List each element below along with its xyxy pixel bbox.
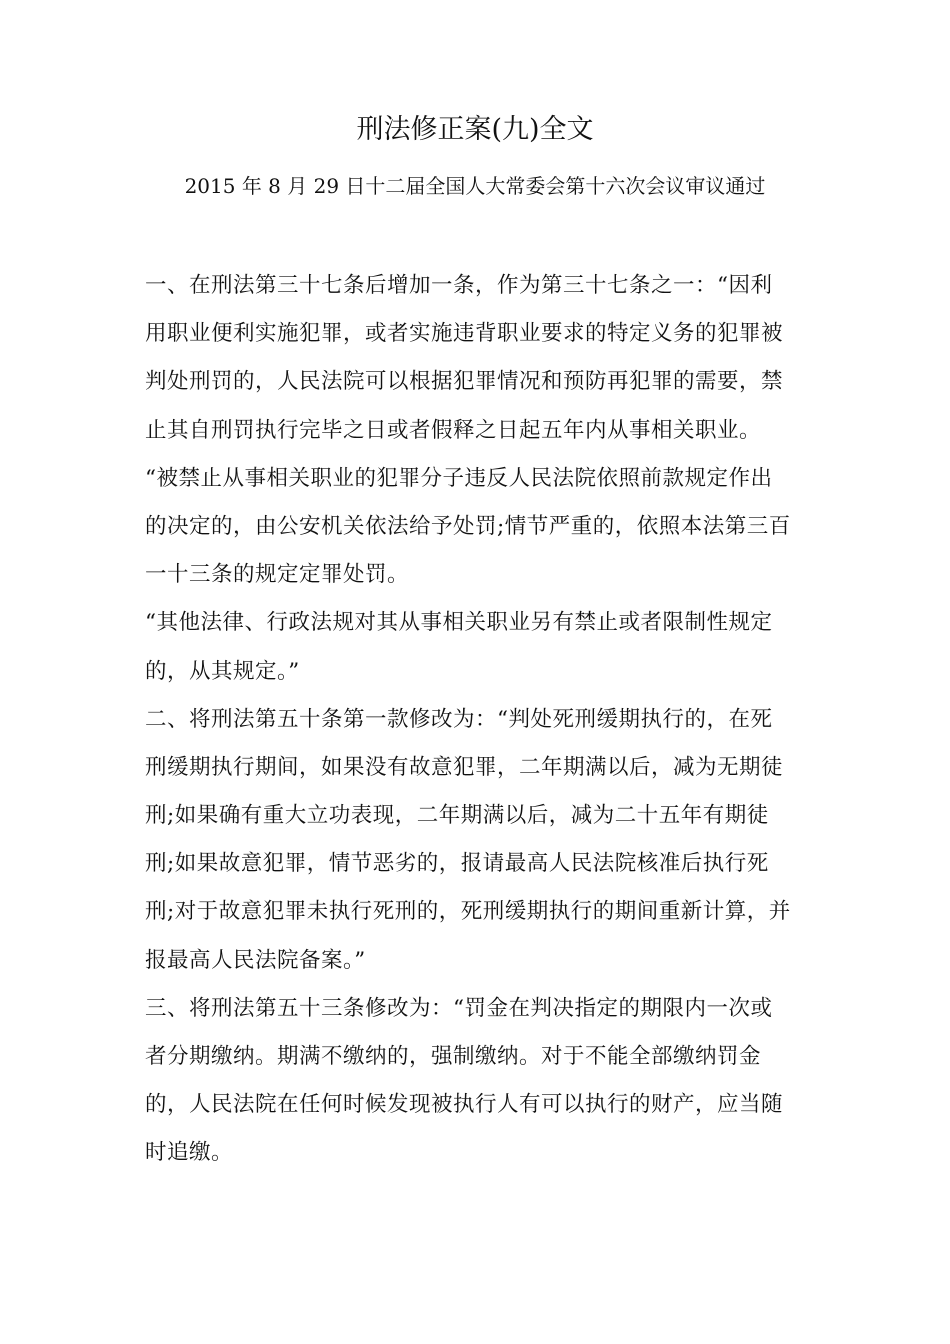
text-line: 刑;如果故意犯罪，情节恶劣的，报请最高人民法院核准后执行死 — [145, 851, 769, 877]
text-line: 二、将刑法第五十条第一款修改为：“判处死刑缓期执行的，在死 — [145, 706, 773, 732]
text-line: 的，从其规定。” — [145, 658, 300, 684]
text-line: 时追缴。 — [145, 1140, 234, 1166]
text-line: 一十三条的规定定罪处罚。 — [145, 562, 410, 588]
text-line: 者分期缴纳。期满不缴纳的，强制缴纳。对于不能全部缴纳罚金 — [145, 1044, 762, 1069]
text-line: “其他法律、行政法规对其从事相关职业另有禁止或者限制性规定 — [145, 610, 773, 636]
text-line: 三、将刑法第五十三条修改为：“罚金在判决指定的期限内一次或 — [145, 995, 773, 1021]
text-line: 止其自刑罚执行完毕之日或者假释之日起五年内从事相关职业。 — [145, 417, 762, 443]
document-body — [145, 268, 810, 1184]
text-line: 报最高人民法院备案。” — [145, 947, 366, 973]
page-subtitle: 2015 年 8 月 29 日十二届全国人大常委会第十六次会议审议通过 — [184, 174, 766, 198]
text-line: 一、在刑法第三十七条后增加一条，作为第三十七条之一：“因利 — [145, 273, 773, 298]
text-line: 的，人民法院在任何时候发现被执行人有可以执行的财产，应当随 — [145, 1092, 784, 1118]
text-line: 刑;如果确有重大立功表现，二年期满以后，减为二十五年有期徒 — [145, 803, 769, 829]
text-line: 刑;对于故意犯罪未执行死刑的，死刑缓期执行的期间重新计算，并 — [145, 899, 791, 925]
text-line: 用职业便利实施犯罪，或者实施违背职业要求的特定义务的犯罪被 — [145, 321, 784, 347]
text-line: 刑缓期执行期间，如果没有故意犯罪，二年期满以后，减为无期徒 — [145, 754, 784, 780]
text-line: 的决定的，由公安机关依法给予处罚;情节严重的，依照本法第三百 — [145, 513, 791, 539]
text-line: “被禁止从事相关职业的犯罪分子违反人民法院依照前款规定作出 — [145, 465, 773, 491]
text-line: 判处刑罚的，人民法院可以根据犯罪情况和预防再犯罪的需要，禁 — [145, 369, 784, 395]
page-title: 刑法修正案(九)全文 — [356, 114, 594, 145]
